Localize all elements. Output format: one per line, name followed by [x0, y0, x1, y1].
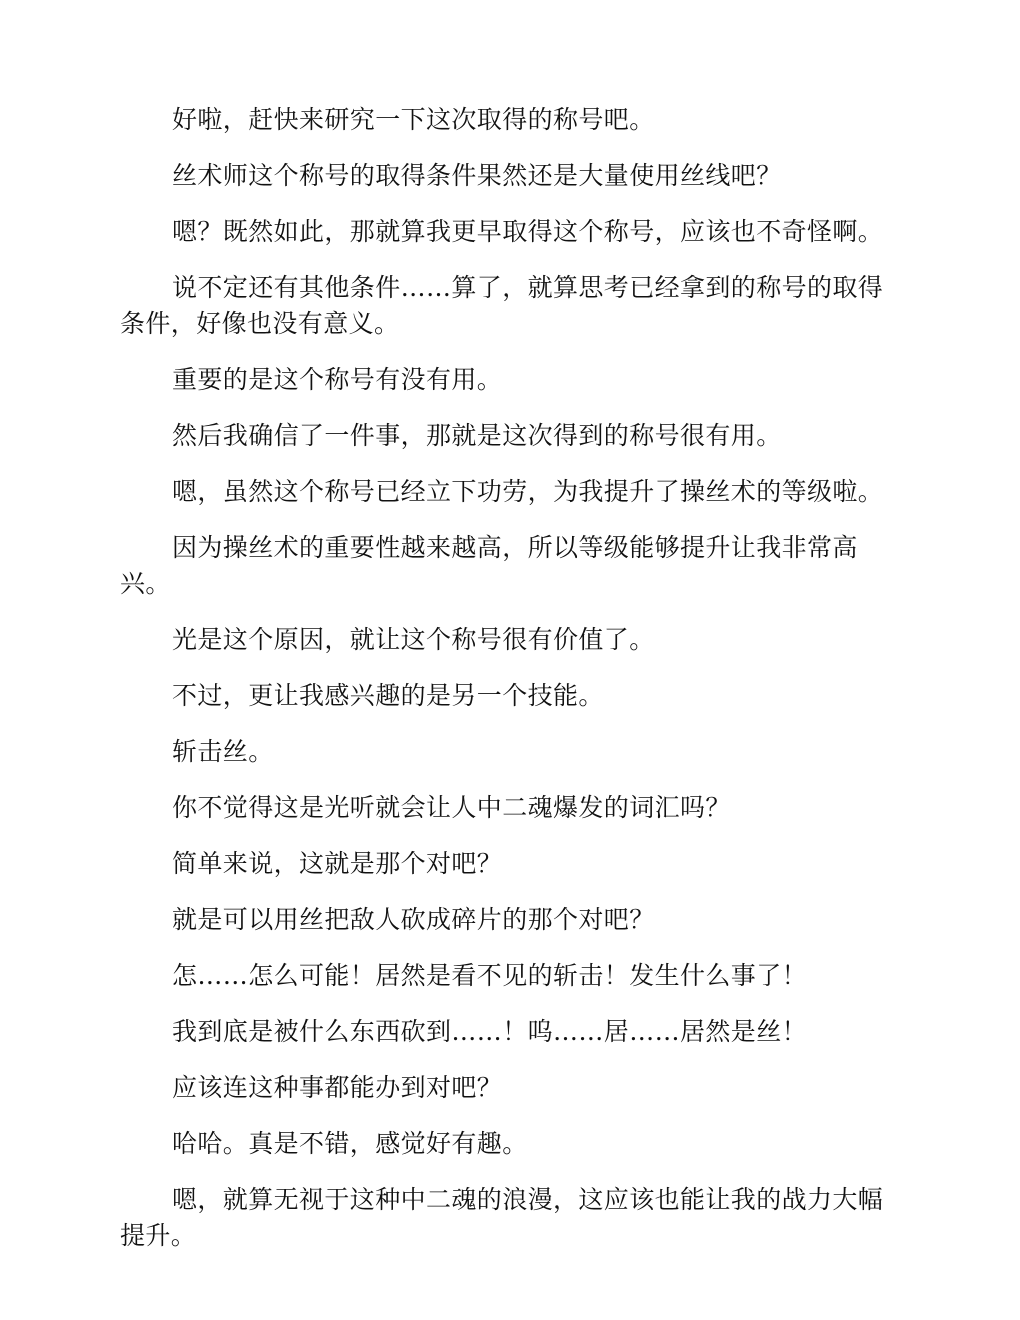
- paragraph: 重要的是这个称号有没有用。: [172, 365, 503, 394]
- paragraph: 不过，更让我感兴趣的是另一个技能。: [172, 681, 604, 710]
- paragraph: 说不定还有其他条件……算了，就算思考已经拿到的称号的取得条件，好像也没有意义。: [120, 273, 884, 338]
- paragraph: 你不觉得这是光听就会让人中二魂爆发的词汇吗？: [172, 793, 731, 822]
- paragraph: 就是可以用丝把敌人砍成碎片的那个对吧？: [172, 905, 655, 934]
- paragraph: 嗯，就算无视于这种中二魂的浪漫，这应该也能让我的战力大幅提升。: [120, 1185, 884, 1250]
- paragraph: 然后我确信了一件事，那就是这次得到的称号很有用。: [172, 421, 782, 450]
- paragraph: 简单来说，这就是那个对吧？: [172, 849, 503, 878]
- paragraph: 嗯，虽然这个称号已经立下功劳，为我提升了操丝术的等级啦。: [172, 477, 884, 506]
- paragraph: 怎……怎么可能！居然是看不见的斩击！发生什么事了！: [172, 961, 808, 990]
- paragraph: 我到底是被什么东西砍到……！呜……居……居然是丝！: [172, 1017, 808, 1046]
- paragraph: 丝术师这个称号的取得条件果然还是大量使用丝线吧？: [172, 161, 782, 190]
- paragraph: 嗯？既然如此，那就算我更早取得这个称号，应该也不奇怪啊。: [172, 217, 884, 246]
- paragraph: 应该连这种事都能办到对吧？: [172, 1073, 503, 1102]
- body-text: [120, 102, 900, 1274]
- paragraph: 因为操丝术的重要性越来越高，所以等级能够提升让我非常高兴。: [120, 533, 858, 598]
- paragraph: 光是这个原因，就让这个称号很有价值了。: [172, 625, 655, 654]
- paragraph: 好啦，赶快来研究一下这次取得的称号吧。: [172, 105, 655, 134]
- paragraph: 斩击丝。: [172, 737, 274, 766]
- paragraph: 哈哈。真是不错，感觉好有趣。: [172, 1129, 528, 1158]
